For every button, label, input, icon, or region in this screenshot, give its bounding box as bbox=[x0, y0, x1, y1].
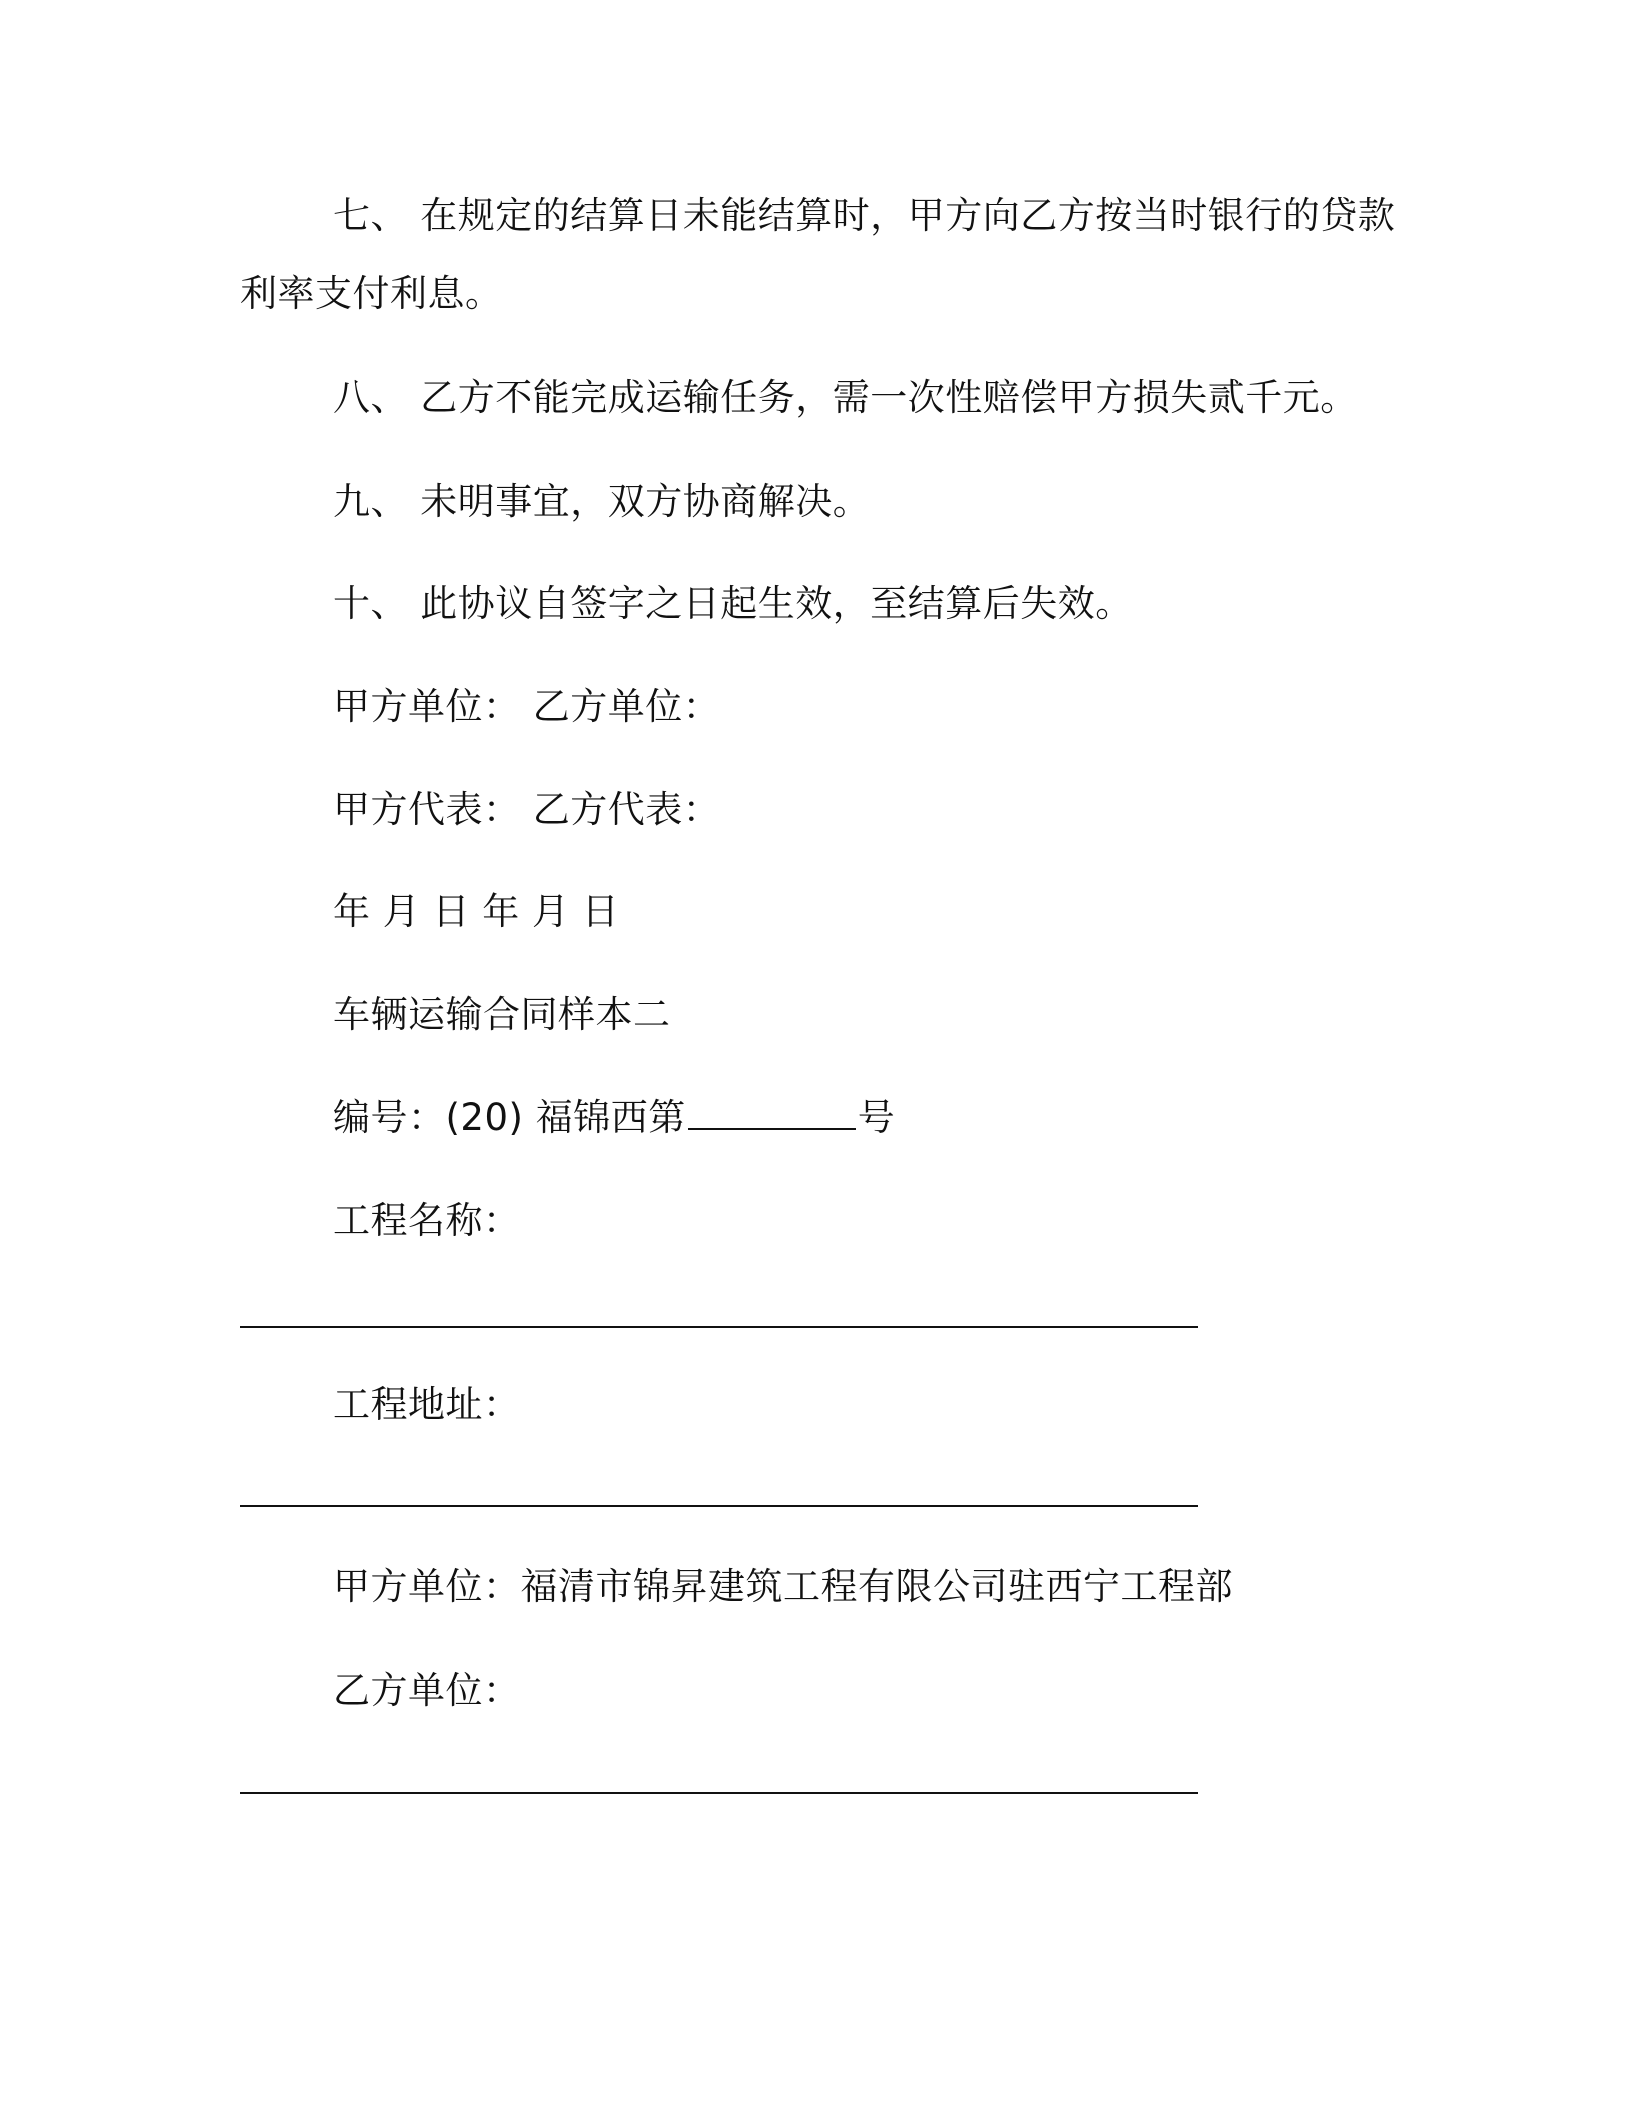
clause-9: 九、 未明事宜，双方协商解决。 bbox=[333, 480, 871, 523]
contract-number-blank bbox=[688, 1094, 856, 1130]
party-b-unit-fill-line bbox=[240, 1792, 1198, 1794]
party-b-unit-label: 乙方单位： bbox=[333, 1669, 521, 1712]
clause-7-line-1: 七、 在规定的结算日未能结算时，甲方向乙方按当时银行的贷款 bbox=[333, 194, 1396, 237]
project-name-label: 工程名称： bbox=[333, 1199, 521, 1242]
sample-title: 车辆运输合同样本二 bbox=[333, 993, 671, 1036]
clause-7-line-2: 利率支付利息。 bbox=[240, 272, 503, 315]
contract-number-prefix: 编号：(20) 福锦西第 bbox=[333, 1096, 686, 1139]
project-name-fill-line bbox=[240, 1326, 1198, 1328]
party-a-unit: 甲方单位：福清市锦昇建筑工程有限公司驻西宁工程部 bbox=[333, 1565, 1233, 1608]
party-units-line: 甲方单位： 乙方单位： bbox=[333, 685, 721, 728]
signature-dates-line: 年 月 日 年 月 日 bbox=[333, 890, 620, 933]
project-address-fill-line bbox=[240, 1505, 1198, 1507]
clause-10: 十、 此协议自签字之日起生效，至结算后失效。 bbox=[333, 582, 1133, 625]
party-representatives-line: 甲方代表： 乙方代表： bbox=[333, 788, 721, 831]
contract-number-suffix: 号 bbox=[857, 1096, 896, 1139]
project-address-label: 工程地址： bbox=[333, 1383, 521, 1426]
clause-8: 八、 乙方不能完成运输任务，需一次性赔偿甲方损失贰千元。 bbox=[333, 376, 1358, 419]
contract-number-line bbox=[333, 1094, 895, 1142]
